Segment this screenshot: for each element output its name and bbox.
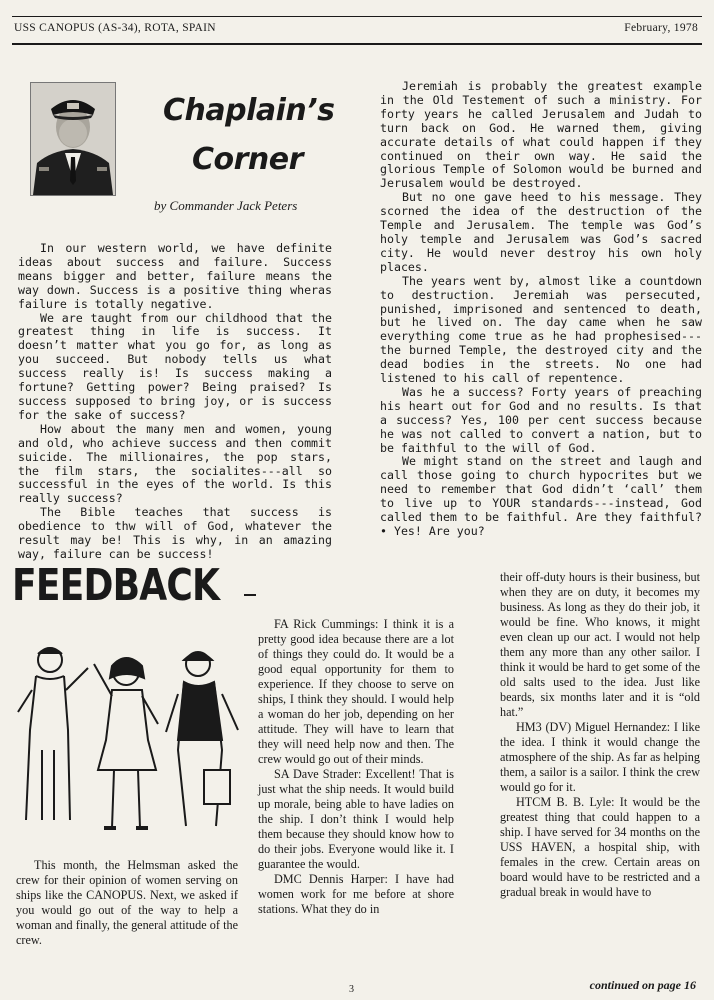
- feedback-intro-paragraph: This month, the Helmsman asked the crew for their opinion of women serving on ships like the CANOPUS. Next, we asked if you would go out of the way to help a woman and finally, the general attitude of the crew.: [16, 858, 238, 947]
- chaplain-paragraph: We are taught from our childhood that the greatest thing in life is success. It doesn’t matter what you go for, as long as you succeed. But nobody tells us what success really is! Is success making a fortune? Getting power? Being praised? Is success supposed to bring joy, or is success for the sake of success?: [18, 310, 332, 422]
- continued-note: continued on page 16: [589, 978, 696, 992]
- chaplain-article-left-column: [18, 242, 332, 562]
- feedback-response: DMC Dennis Harper: I have had women work for me before at shore stations. What they do in: [258, 872, 454, 916]
- chaplain-paragraph: Jeremiah is probably the greatest example in the Old Testement of such a ministry. For forty years he called Jerusalem and Judah to turn back on God. He warned them, giving accurate details of what could happen if they continued on their own way. He said the glorious Temple of Solomon would be burned and Jerusalem would be destroyed.: [380, 79, 702, 191]
- chaplain-paragraph: But no one gave heed to his message. They scorned the idea of the destruction of the Temple and Jerusalem. The temple was God’s holy temple and Jerusalem was God’s sacred city. He would never destroy his own holy places.: [380, 190, 702, 274]
- feedback-response: FA Rick Cummings: I think it is a pretty good idea because there are a lot of things they could do. It would be a good equal opportunity for them to experience. If they choose to serve on ships, I think they should. I would help a woman do her job, depending on her attitude. They will have to learn that they will need help now and then. The crew would go out of their minds.: [258, 617, 454, 766]
- sailors-and-woman-illustration: [8, 620, 252, 838]
- header-top-rule: [12, 16, 702, 17]
- chaplain-paragraph: How about the many men and women, young and old, who achieve success and then commit suicide. The millionaires, the pop stars, the film stars, the socialites---all so successful in the eyes of the world. Is this really success?: [18, 421, 332, 506]
- chaplain-paragraph: The years went by, almost like a countdown to destruction. Jeremiah was persecuted, punished, imprisoned and sentenced to death, but he lived on. The day came when he saw everything come true as he had prophesised---the burned Temple, the destroyed city and the dead bodies in the streets. No one had listened to his call of repentence.: [380, 273, 702, 386]
- feedback-middle-column: [258, 617, 454, 917]
- chaplain-portrait-photo: [30, 82, 116, 196]
- chaplain-paragraph: The Bible teaches that success is obedience to thw will of God, whatever the result may be! This is why, in an amazing way, failure can be success!: [18, 505, 332, 561]
- chaplain-article-right-column: [380, 80, 702, 539]
- issue-date: February, 1978: [624, 22, 698, 34]
- feedback-response: HM3 (DV) Miguel Hernandez: I like the idea. I think it would change the atmosphere of the ship. As far as helping them, a sailor is a sailor. I think the crew would go for it.: [500, 720, 700, 794]
- feedback-right-column: [500, 570, 700, 900]
- chaplain-paragraph: Was he a success? Forty years of preaching his heart out for God and no results. Is that a success? Yes, 100 per cent success because he was not called to convert a nation, but to be faithful to the will of God.: [380, 384, 702, 455]
- feedback-heading: FEEDBACK: [12, 560, 220, 611]
- chaplain-byline: by Commander Jack Peters: [154, 198, 298, 213]
- feedback-heading-rule: [244, 594, 256, 596]
- feedback-intro: [16, 858, 238, 948]
- feedback-response: HTCM B. B. Lyle: It would be the greatest thing that could happen to a ship. I have served for 34 months on the USS HAVEN, a hospital ship, with females in the crew. Certain areas on board would have to be restricted and a gradual break in would have to: [500, 795, 700, 899]
- page-number: 3: [349, 984, 354, 995]
- chaplain-title-line2: Corner: [192, 142, 303, 177]
- header-bottom-rule: [12, 43, 702, 45]
- feedback-response: their off-duty hours is their business, but when they are on duty, it becomes my business. As long as they do their job, it would be fine. Who knows, it might even clean up our act. I would not help them any more than any other sailor. I think it would be hard to get some of the old salts used to the idea. Just like beards, six months later and it is “old hat.”: [500, 570, 700, 719]
- chaplain-title-line1: Chaplain’s: [163, 93, 335, 128]
- chaplain-paragraph: We might stand on the street and laugh and call those going to church hypocrites but we need to remember that God didn’t ‘call’ them to live up to YOUR standards---instead, God called them to be faithful. Are they faithful?• Yes! Are you?: [380, 454, 702, 538]
- newspaper-masthead: USS CANOPUS (AS-34), ROTA, SPAIN: [14, 22, 216, 34]
- feedback-response: SA Dave Strader: Excellent! That is just what the ship needs. It would build up morale, being able to have ladies on the ship. I don’t think I would help them because they should know how to do their jobs. Everyone would like it. I guarantee the would.: [258, 767, 454, 871]
- chaplain-paragraph: In our western world, we have definite ideas about success and failure. Success means bigger and better, failure means the way down. Success is a positive thing wheras failure is totally negative.: [18, 241, 332, 311]
